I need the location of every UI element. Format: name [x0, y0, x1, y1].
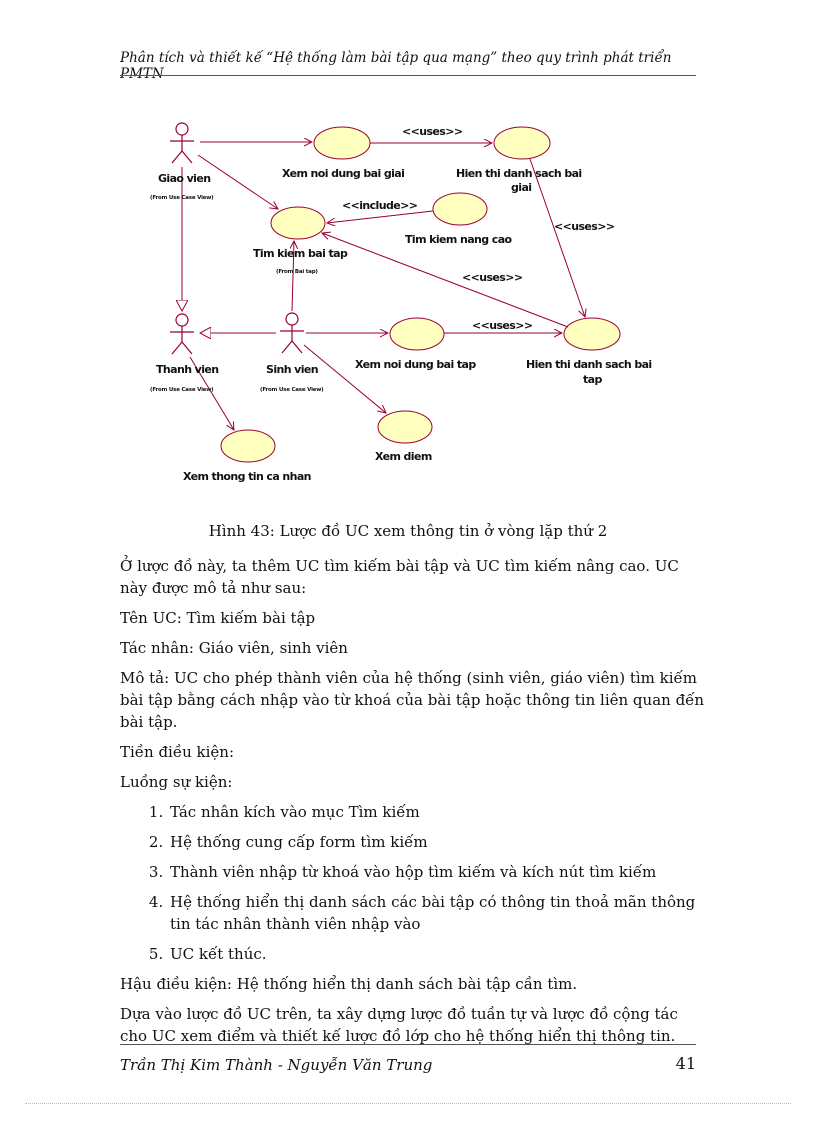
paragraph: Tiền điều kiện: [120, 743, 234, 761]
uc-xem-thong-tin [221, 430, 275, 462]
footer-rule [120, 1044, 696, 1045]
assoc-sv-xem-diem [304, 345, 386, 413]
label-xem-noi-dung-bai-tap: Xem noi dung bai tap [355, 358, 476, 371]
paragraph: Dựa vào lược đồ UC trên, ta xây dựng lược đồ tuần tự và lược đồ cộng tác cho UC xem điểm và thiết kế lược đồ lớp cho hệ thống hiển thị thông tin. [120, 1005, 678, 1045]
stereo-uses-3: <<uses>> [462, 271, 523, 284]
label-giao-vien: Giao vien [158, 172, 211, 185]
label-hien-thi-bai-giai-2: giai [511, 181, 532, 194]
list-item: 5. UC kết thúc. [168, 943, 705, 965]
actor-thanh-vien [170, 314, 194, 354]
paragraph: Ở lược đồ này, ta thêm UC tìm kiếm bài tập và UC tìm kiếm nâng cao. UC này được mô tả như sau: [120, 557, 679, 597]
page-number: 41 [675, 1054, 696, 1073]
paragraph: Hậu điều kiện: Hệ thống hiển thị danh sách bài tập cần tìm. [120, 975, 578, 993]
label-xem-thong-tin: Xem thong tin ca nhan [183, 470, 311, 483]
uc-tim-kiem-bai-tap [271, 207, 325, 239]
body-text [120, 555, 705, 1055]
header-rule [120, 75, 696, 76]
figure-caption: Hình 43: Lược đồ UC xem thông tin ở vòng lặp thứ 2 [208, 522, 608, 540]
uc-tim-kiem-nang-cao [433, 193, 487, 225]
page-bottom-border [25, 1103, 791, 1104]
label-sinh-vien: Sinh vien [266, 363, 319, 376]
stereo-uses-2: <<uses>> [554, 220, 615, 233]
label-sinh-vien-from: (From Use Case View) [260, 387, 324, 393]
stereo-uses-4: <<uses>> [472, 319, 533, 332]
list-item: 3. Thành viên nhập từ khoá vào hộp tìm kiếm và kích nút tìm kiếm [168, 861, 705, 883]
actor-giao-vien [170, 123, 194, 163]
label-thanh-vien-from: (From Use Case View) [150, 387, 214, 393]
uc-xem-noi-dung-bai-giai [314, 127, 370, 159]
paragraph: Tác nhân: Giáo viên, sinh viên [120, 639, 348, 657]
label-xem-noi-dung-bai-giai: Xem noi dung bai giai [282, 167, 405, 180]
label-hien-thi-bai-giai-1: Hien thi danh sach bai [456, 167, 582, 180]
paragraph: Tên UC: Tìm kiếm bài tập [120, 609, 316, 627]
uses-bai-giai-bai-tap [530, 159, 585, 317]
stereo-include: <<include>> [342, 199, 418, 212]
paragraph: Mô tả: UC cho phép thành viên của hệ thống (sinh viên, giáo viên) tìm kiếm bài tập bằng cách nhập vào từ khoá của bài tập hoặc thông tin liên quan đến bài tập. [120, 669, 705, 731]
label-xem-diem: Xem diem [375, 450, 432, 463]
uc-hien-thi-bai-giai [494, 127, 550, 159]
actor-sinh-vien [280, 313, 304, 353]
event-flow-list [120, 801, 705, 965]
include-nang-cao [327, 211, 433, 223]
uses-tim-kiem-hien-thi [322, 233, 568, 327]
footer-authors: Trần Thị Kim Thành - Nguyễn Văn Trung [120, 1056, 433, 1074]
page-header: Phân tích và thiết kế “Hệ thống làm bài tập qua mạng” theo quy trình phát triển PMTN [120, 50, 672, 82]
label-giao-vien-from: (From Use Case View) [150, 195, 214, 201]
label-from-bai-tap: (From Bai tap) [276, 269, 318, 275]
usecase-diagram [130, 105, 670, 505]
label-thanh-vien: Thanh vien [156, 363, 219, 376]
label-tim-kiem-nang-cao: Tim kiem nang cao [405, 233, 512, 246]
label-tim-kiem-bai-tap: Tim kiem bai tap [253, 247, 348, 260]
list-item: 1. Tác nhân kích vào mục Tìm kiếm [168, 801, 705, 823]
paragraph: Luồng sự kiện: [120, 773, 233, 791]
list-item: 2. Hệ thống cung cấp form tìm kiếm [168, 831, 705, 853]
uc-xem-diem [378, 411, 432, 443]
label-hien-thi-bai-tap-1: Hien thi danh sach bai [526, 358, 652, 371]
uc-hien-thi-bai-tap [564, 318, 620, 350]
stereo-uses-1: <<uses>> [402, 125, 463, 138]
list-item: 4. Hệ thống hiển thị danh sách các bài tập có thông tin thoả mãn thông tin tác nhân thành viên nhập vào [168, 891, 705, 935]
uc-xem-noi-dung-bai-tap [390, 318, 444, 350]
label-hien-thi-bai-tap-2: tap [583, 373, 602, 386]
